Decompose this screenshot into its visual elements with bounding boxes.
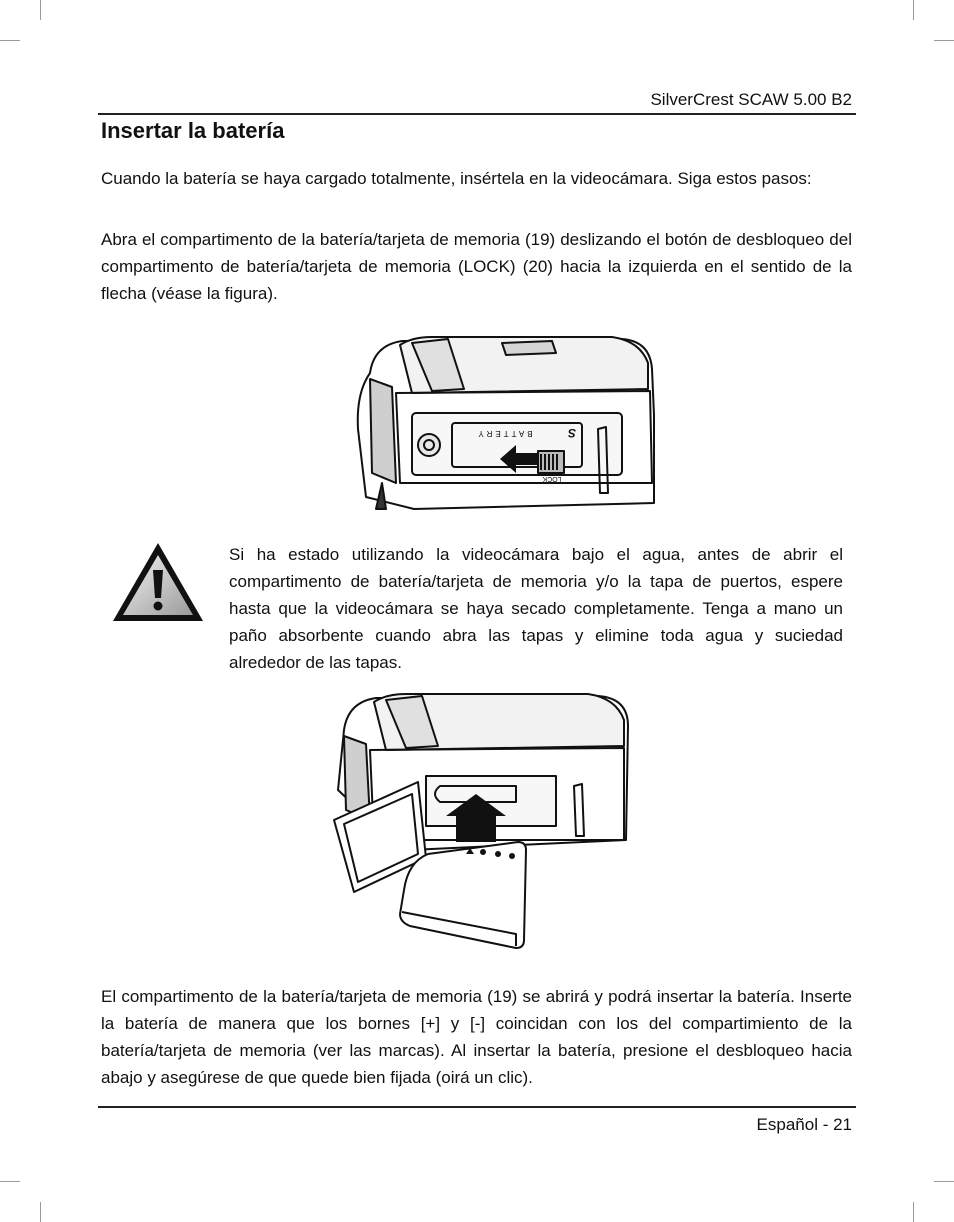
paragraph-intro: Cuando la batería se haya cargado totalmente, insértela en la videocámara. Siga estos pasos: <box>101 169 812 188</box>
header-rule <box>98 113 856 115</box>
lock-label: LOCK <box>542 475 562 482</box>
warning-icon <box>110 540 206 624</box>
paragraph-open-compartment: Abra el compartimento de la batería/tarjeta de memoria (19) deslizando el botón de desbloqueo del compartimento de batería/tarjeta de memoria (LOCK) (20) hacia la izquierda en el sentido de la flecha (véase la figura). <box>101 230 852 303</box>
crop-mark <box>0 40 20 41</box>
crop-mark <box>934 1181 954 1182</box>
figure-camera-lock <box>352 333 656 511</box>
brand-label: S <box>567 426 577 440</box>
crop-mark <box>913 1202 914 1222</box>
crop-mark <box>40 1202 41 1222</box>
footer-rule <box>98 1106 856 1108</box>
header-product-name: SilverCrest SCAW 5.00 B2 <box>650 90 852 109</box>
section-title: Insertar la batería <box>101 118 285 143</box>
battery-label: BATTERY <box>475 429 533 438</box>
crop-mark <box>934 40 954 41</box>
paragraph-insert-battery: El compartimento de la batería/tarjeta de memoria (19) se abrirá y podrá insertar la batería. Inserte la batería de manera que los bornes [+] y [-] coincidan con los del compartimiento de la batería/tarjeta de memoria (ver las marcas). Al insertar la batería, presione el desbloqueo hacia abajo y asegúrese de que quede bien fijada (oirá un clic). <box>101 987 852 1087</box>
crop-mark <box>0 1181 20 1182</box>
page-number: Español - 21 <box>756 1115 852 1134</box>
crop-mark <box>913 0 914 20</box>
figure-battery-insertion <box>330 690 632 952</box>
warning-text: Si ha estado utilizando la videocámara bajo el agua, antes de abrir el compartimento de batería/tarjeta de memoria y/o la tapa de puertos, espere hasta que la videocámara se haya secado completamente. Tenga a mano un paño absorbente cuando abra las tapas y elimine toda agua y suciedad alrededor de las tapas. <box>229 545 843 672</box>
crop-mark <box>40 0 41 20</box>
